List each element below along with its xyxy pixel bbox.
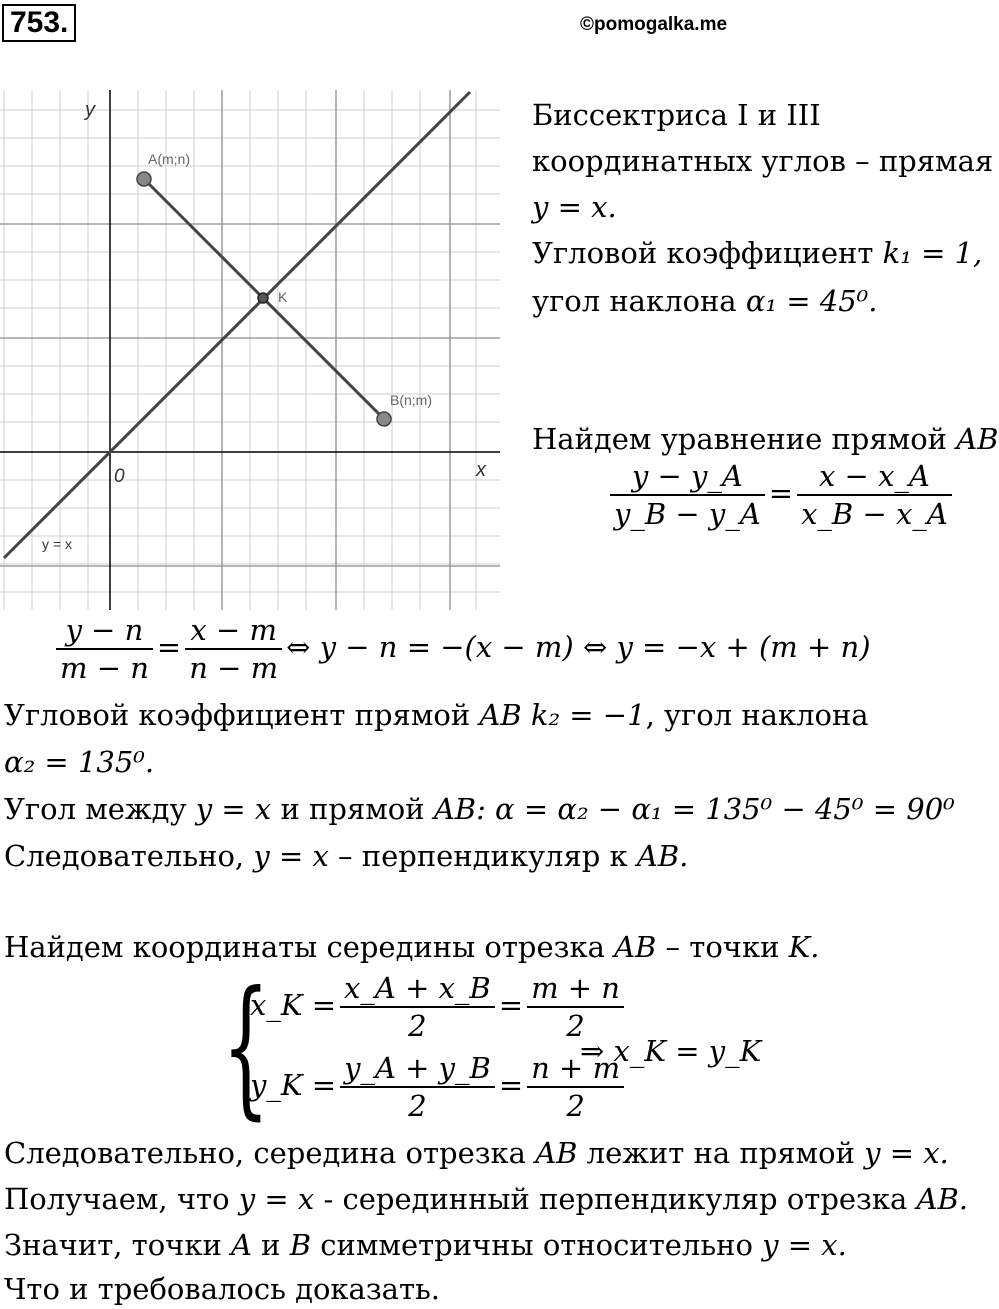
paragraph-6 (4, 1136, 949, 1170)
paragraph-2: α₂ = 135⁰. (4, 745, 155, 779)
p7-text-a: Получаем, что (4, 1182, 239, 1216)
system-line-1 (250, 970, 628, 1044)
line-y-equals-x (4, 92, 470, 558)
equals-sign: = (768, 476, 794, 510)
sys1-den-2: 2 (566, 1009, 585, 1043)
f1-denominator: y_B − y_A (614, 497, 761, 531)
p3-math-b: y = x (195, 792, 272, 826)
right-line-6-text: Найдем уравнение прямой (532, 422, 957, 456)
sys2-fraction-1 (340, 1050, 495, 1124)
right-line-5 (532, 284, 878, 318)
paragraph-7 (4, 1182, 968, 1216)
right-line-5-text: угол наклона (532, 284, 746, 318)
watermark: ©pomogalka.me (580, 14, 728, 35)
problem-number: 753. (2, 4, 76, 42)
eq-den-1: m − n (60, 651, 149, 685)
eq-fraction-1 (56, 612, 153, 686)
point-a (137, 172, 151, 186)
p8-math-d: B (289, 1228, 312, 1262)
origin-label: 0 (114, 466, 125, 487)
p7-math-b: y = x (238, 1182, 315, 1216)
p6-text-a: Следовательно, середина отрезка (4, 1136, 536, 1170)
p7-text-c: - серединный перпендикуляр отрезка (314, 1182, 917, 1216)
equals-sign: = (498, 988, 524, 1022)
paragraph-8 (4, 1228, 847, 1262)
line-equation-formula (606, 458, 956, 532)
p8-math-f: y = x. (762, 1228, 847, 1262)
p1-math: AB k₂ = −1 (479, 698, 646, 732)
x-axis-label: x (476, 459, 486, 481)
coordinate-graph (0, 90, 500, 610)
p5-text-c: – точки (656, 930, 789, 964)
point-k-label: K (278, 289, 288, 305)
system-brace: { (222, 960, 270, 1134)
sys2-lhs: y_K = (250, 1068, 337, 1102)
p6-math-d: y = x. (864, 1136, 949, 1170)
equals-sign: = (498, 1068, 524, 1102)
eq-rest: ⇔ y − n = −(x − m) ⇔ y = −x + (m + n) (286, 630, 871, 664)
p5-math-b: AB (614, 930, 657, 964)
p8-text-a: Значит, точки (4, 1228, 232, 1262)
alpha1-value: α₁ = 45⁰. (745, 284, 878, 318)
p5-text-a: Найдем координаты середины отрезка (4, 930, 615, 964)
right-line-4-text: Угловой коэффициент (532, 236, 883, 270)
formula-fraction-2 (797, 458, 952, 532)
ab-label: AB (956, 422, 999, 456)
p4-math-b: y = x (253, 839, 329, 873)
equals-sign: = (156, 630, 182, 664)
eq-fraction-2 (185, 612, 282, 686)
p8-text-e: симметричны относительно (311, 1228, 763, 1262)
y-axis-label: y (85, 99, 95, 121)
eq-num-2: x − m (185, 612, 282, 650)
sys2-num-2: n + m (527, 1050, 624, 1088)
k1-value: k₁ = 1, (882, 236, 983, 270)
p3-text-a: Угол между (4, 792, 196, 826)
sys2-den-1: 2 (408, 1089, 427, 1123)
p4-text-c: – перпендикуляр к (328, 839, 637, 873)
p5-math-d: K. (788, 930, 820, 964)
sys2-fraction-2 (527, 1050, 624, 1124)
paragraph-3 (4, 792, 955, 826)
right-line-2: координатных углов – прямая (532, 144, 994, 178)
p4-text-a: Следовательно, (4, 839, 254, 873)
f2-denominator: x_B − x_A (801, 497, 948, 531)
p8-math-b: A (231, 1228, 252, 1262)
p8-text-c: и (251, 1228, 290, 1262)
point-b (377, 412, 391, 426)
right-line-3: y = x. (532, 190, 617, 224)
substituted-equation (52, 612, 871, 686)
sys1-fraction-2 (527, 970, 624, 1044)
p3-text-c: и прямой (271, 792, 434, 826)
p4-math-d: AB. (636, 839, 689, 873)
point-b-label: B(n;m) (390, 392, 432, 408)
p1-text-a: Угловой коэффициент прямой (4, 698, 480, 732)
f1-numerator: y − y_A (610, 458, 765, 496)
sys1-num-2: m + n (527, 970, 624, 1008)
p1-text-c: , угол наклона (645, 698, 869, 732)
right-line-6 (532, 422, 999, 456)
sys1-num-1: x_A + x_B (340, 970, 495, 1008)
point-k (258, 293, 268, 303)
system-line-2 (250, 1050, 628, 1124)
sys2-den-2: 2 (566, 1089, 585, 1123)
right-line-4 (532, 236, 982, 270)
paragraph-9: Что и требовалось доказать. (4, 1272, 441, 1306)
eq-den-2: n − m (189, 651, 279, 685)
sys1-lhs: x_K = (250, 988, 337, 1022)
paragraph-1 (4, 698, 869, 732)
eq-num-1: y − n (56, 612, 153, 650)
system-result: ⇒ x_K = y_K (580, 1034, 762, 1068)
line-label: y = x (42, 536, 72, 552)
point-a-label: A(m;n) (148, 151, 190, 167)
sys1-fraction-1 (340, 970, 495, 1044)
formula-fraction-1 (610, 458, 765, 532)
sys2-num-1: y_A + y_B (340, 1050, 495, 1088)
f2-numerator: x − x_A (797, 458, 952, 496)
sys1-den-1: 2 (408, 1009, 427, 1043)
right-line-1: Биссектриса I и III (532, 98, 821, 132)
p6-math-b: AB (535, 1136, 578, 1170)
p6-text-c: лежит на прямой (577, 1136, 865, 1170)
p7-math-d: AB. (916, 1182, 968, 1216)
p3-math-d: AB: α = α₂ − α₁ = 135⁰ − 45⁰ = 90⁰ (433, 792, 955, 826)
paragraph-4 (4, 839, 688, 873)
paragraph-5 (4, 930, 820, 964)
